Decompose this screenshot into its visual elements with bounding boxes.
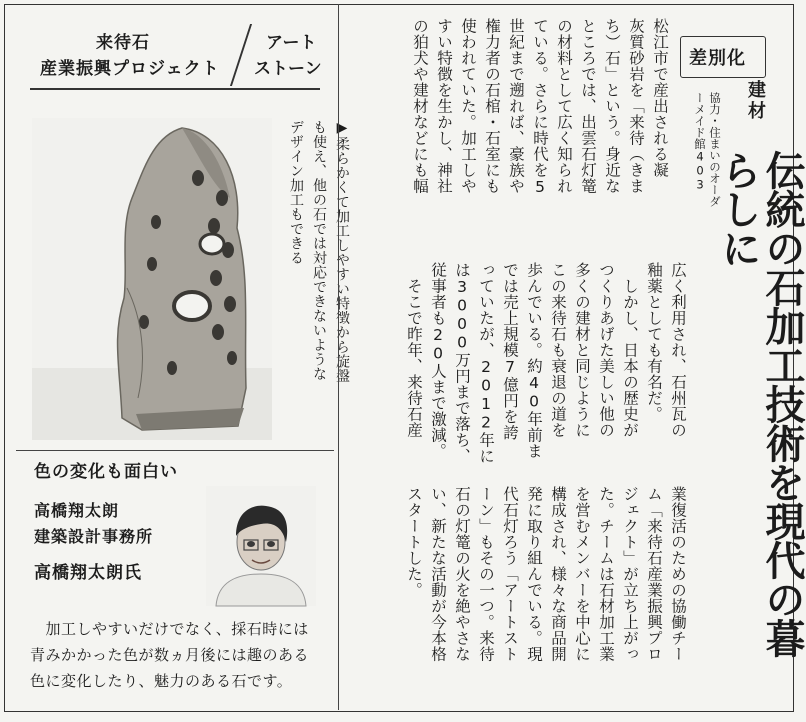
article-line: た。チームは石材加工業: [597, 486, 615, 662]
article-line: 使われていた。加工しや: [459, 18, 477, 194]
column-divider: [338, 4, 339, 710]
article-line: を営むメンバーを中心に: [573, 486, 591, 662]
article-line: 石の灯篭の火を絶やさな: [453, 486, 471, 662]
credit-line: 協力・住まいのオーダーメイド館403: [693, 92, 722, 207]
project-title-line2: 産業振興プロジェクト: [40, 59, 220, 79]
series-line2: ストーン: [254, 59, 322, 79]
article-line: そこで昨年、来待石産: [405, 262, 423, 438]
comment-office-line1: 高橋翔太朗: [34, 501, 120, 520]
category-tag: [680, 36, 766, 78]
headline: 伝統の石加工技術を現代の暮らしに: [715, 150, 806, 657]
comment-person: 高橋翔太朗氏: [34, 563, 142, 583]
article-line: 権力者の石棺・石室にも: [483, 18, 501, 194]
project-title-line1: 来待石: [96, 33, 150, 53]
article-line: 従事者も20人まで激減。: [429, 262, 447, 459]
article-line: の材料として広く知られ: [555, 18, 573, 194]
article-line: 広く利用され、石州瓦の: [669, 262, 687, 438]
series-line1: アート: [266, 33, 317, 53]
article-line: ーン」もその一つ。来待: [477, 486, 495, 662]
article-line: 発に取り組んでいる。現: [525, 486, 543, 662]
caption-line: も使え、他の石では対応できないような: [311, 120, 327, 381]
article-line: つくりあげた美しい他の: [597, 262, 615, 438]
art-stone-image: [32, 118, 272, 440]
header-divider: [230, 24, 252, 86]
article-line: 灰質砂岩を「来待（きま: [627, 18, 645, 194]
portrait-photo: [206, 486, 316, 606]
photo-caption: [284, 120, 353, 440]
article-line: ち）石」という。身近な: [603, 18, 621, 194]
caption-line: デザイン加工もできる: [288, 120, 304, 265]
article-line: ている。さらに時代を5: [531, 18, 549, 197]
comment-body: 加工しやすいだけでなく、採石時には青みかかった色が数ヵ月後には趣のある色に変化したり、魅力のある石です。: [30, 620, 310, 690]
article-continuation: [402, 486, 690, 722]
article-line: この来待石も衰退の道を: [549, 262, 567, 438]
header-underline: [30, 88, 320, 90]
article-upper: [408, 18, 672, 254]
article-line: 代石灯ろう「アートスト: [501, 486, 519, 662]
article-line: 構成され、様々な商品開: [549, 486, 567, 662]
comment-office-line2: 建築設計事務所: [34, 527, 154, 546]
article-line: しかし、日本の歴史が: [621, 262, 639, 438]
article-line: 業復活のための協働チー: [669, 486, 687, 662]
caption-line: ▶柔らかくて加工しやすい特徴から旋盤: [334, 120, 350, 383]
article-line: では売上規模7億円を誇: [501, 262, 519, 441]
article-line: ジェクト」が立ち上がっ: [621, 486, 639, 662]
article-line: ム「来待石産業振興プロ: [645, 486, 663, 662]
article-line: スタートした。: [405, 486, 423, 598]
article-line: 歩んでいる。約40年前ま: [525, 262, 543, 459]
article-line: の狛犬や建材などにも幅: [411, 18, 429, 194]
article-line: 世紀まで遡れば、豪族や: [507, 18, 525, 194]
comment-title: 色の変化も面白い: [34, 462, 178, 482]
article-line: は3000万円まで落ち、: [453, 262, 471, 464]
article-line: 多くの建材と同じように: [573, 262, 591, 438]
section-divider: [16, 450, 334, 451]
article-line: 釉薬としても有名だ。: [645, 262, 663, 422]
article-line: すい特徴を生かし、神社: [435, 18, 453, 194]
art-stone-photo: [32, 118, 272, 440]
article-lower: [402, 262, 690, 498]
portrait-image: [206, 486, 316, 606]
article-line: 松江市で産出される凝: [651, 18, 669, 178]
article-line: っていたが、2012年に: [477, 262, 495, 464]
article-line: い、新たな活動が今本格: [429, 486, 447, 662]
category-sub: 建材: [745, 80, 766, 122]
article-line: ところでは、出雲石灯篭: [579, 18, 597, 194]
category-tag-text: 差別化: [689, 48, 746, 69]
project-header: [26, 18, 326, 93]
